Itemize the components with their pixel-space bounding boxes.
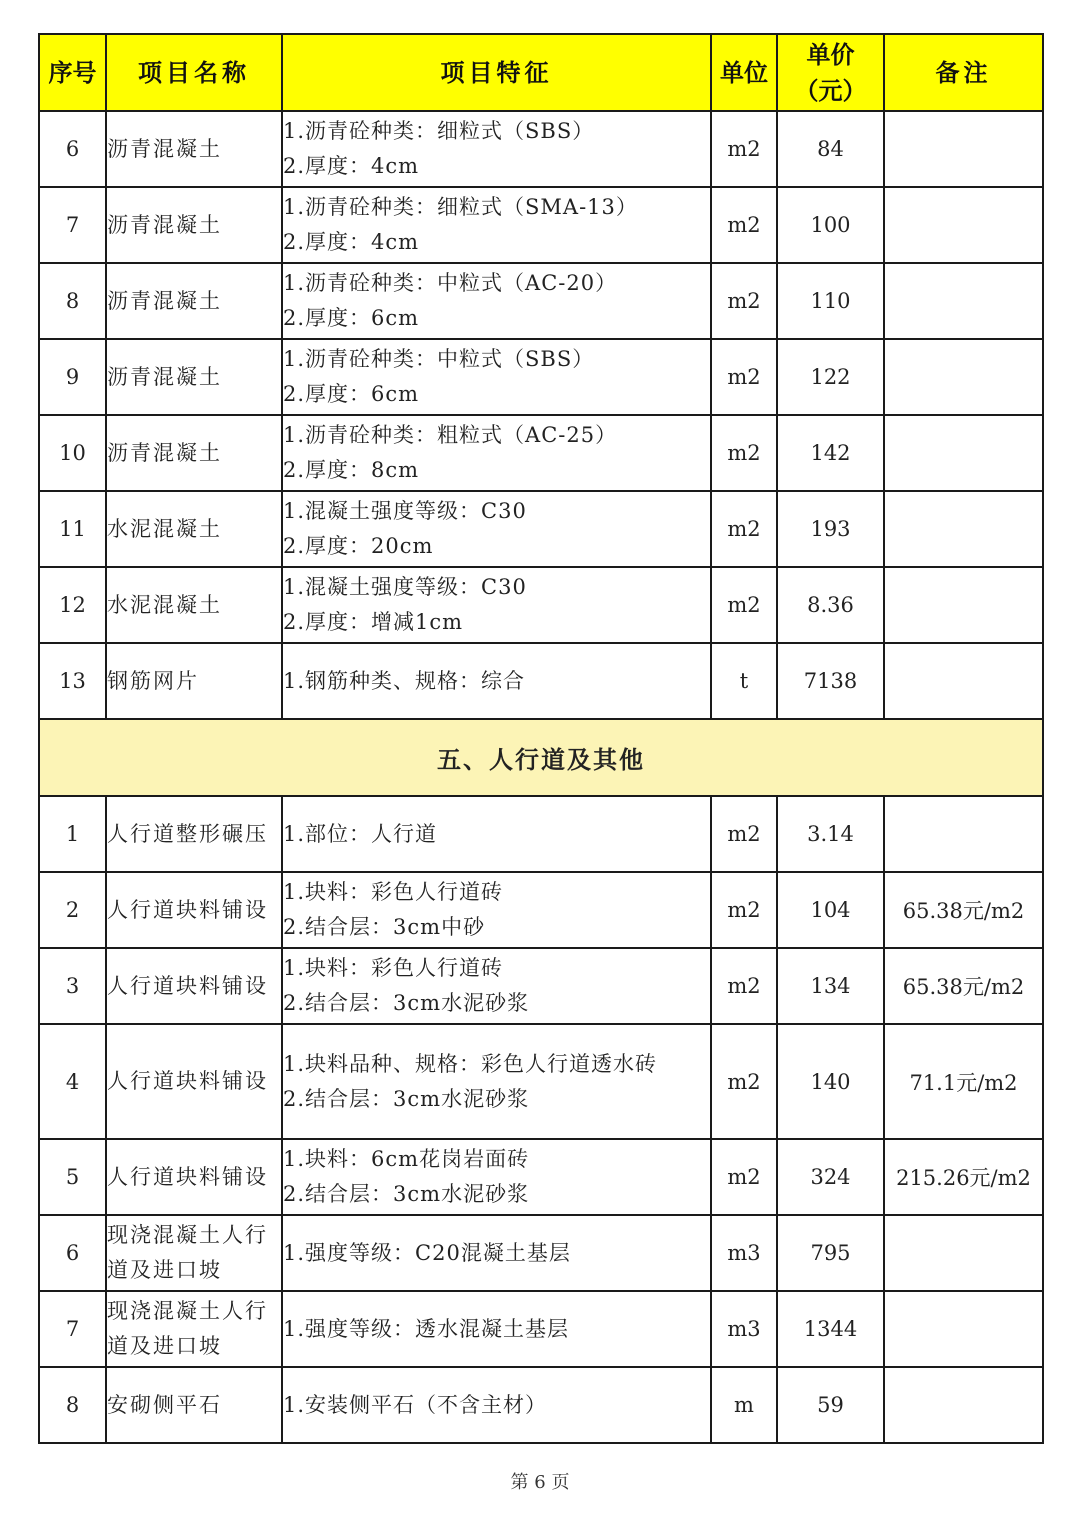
feature-line: 1.块料：6cm花岗岩面砖	[283, 1147, 530, 1171]
item-feature	[282, 1367, 711, 1443]
header-price-line2: （元）	[794, 75, 867, 105]
row-number: 9	[39, 339, 106, 415]
row-number: 13	[39, 643, 106, 719]
feature-line: 1.沥青砼种类：中粒式（AC-20）	[283, 271, 618, 295]
item-name: 安砌侧平石	[106, 1367, 282, 1443]
item-note	[884, 1291, 1043, 1367]
price-table	[38, 33, 1044, 1444]
table-body-section	[39, 719, 1043, 796]
item-note	[884, 491, 1043, 567]
item-unit: m2	[711, 948, 777, 1024]
row-number: 3	[39, 948, 106, 1024]
item-price: 1344	[777, 1291, 884, 1367]
section-title: 五、人行道及其他	[39, 719, 1043, 796]
row-number: 5	[39, 1139, 106, 1215]
item-unit: m2	[711, 1024, 777, 1139]
header-row	[39, 34, 1043, 111]
item-name: 人行道块料铺设	[106, 872, 282, 948]
item-unit: m2	[711, 187, 777, 263]
feature-line: 1.块料：彩色人行道砖	[283, 880, 504, 904]
item-note: 215.26元/m2	[884, 1139, 1043, 1215]
row-number: 8	[39, 1367, 106, 1443]
feature-line: 2.结合层：3cm水泥砂浆	[283, 1182, 530, 1206]
header-feature: 项目特征	[282, 34, 711, 111]
item-name: 钢筋网片	[106, 643, 282, 719]
feature-line: 2.结合层：3cm水泥砂浆	[283, 991, 530, 1015]
header-name: 项目名称	[106, 34, 282, 111]
feature-line: 2.厚度：6cm	[283, 306, 420, 330]
table-body-road	[39, 111, 1043, 719]
item-price: 104	[777, 872, 884, 948]
item-price: 795	[777, 1215, 884, 1291]
item-note	[884, 643, 1043, 719]
item-name: 人行道块料铺设	[106, 948, 282, 1024]
table-row	[39, 415, 1043, 491]
table-row	[39, 1024, 1043, 1139]
item-note	[884, 796, 1043, 872]
item-feature	[282, 1139, 711, 1215]
feature-line: 1.钢筋种类、规格：综合	[283, 668, 526, 693]
item-name: 现浇混凝土人行道及进口坡	[106, 1215, 282, 1291]
item-price: 324	[777, 1139, 884, 1215]
feature-line: 1.混凝土强度等级：C30	[283, 575, 527, 599]
item-name: 沥青混凝土	[106, 415, 282, 491]
header-price-line1: 单价	[806, 39, 855, 69]
section-row	[39, 719, 1043, 796]
feature-line: 1.沥青砼种类：粗粒式（AC-25）	[283, 423, 618, 447]
table-row	[39, 491, 1043, 567]
item-note	[884, 339, 1043, 415]
item-name: 沥青混凝土	[106, 187, 282, 263]
feature-line: 1.强度等级：透水混凝土基层	[283, 1316, 570, 1341]
item-name: 沥青混凝土	[106, 263, 282, 339]
feature-line: 1.沥青砼种类：中粒式（SBS）	[283, 347, 595, 371]
feature-line: 1.沥青砼种类：细粒式（SMA-13）	[283, 195, 638, 219]
row-number: 4	[39, 1024, 106, 1139]
table-row	[39, 187, 1043, 263]
item-note	[884, 187, 1043, 263]
item-price: 3.14	[777, 796, 884, 872]
item-feature	[282, 187, 711, 263]
item-feature	[282, 643, 711, 719]
header-no: 序号	[39, 34, 106, 111]
item-price: 193	[777, 491, 884, 567]
table-row	[39, 872, 1043, 948]
item-note: 65.38元/m2	[884, 948, 1043, 1024]
item-unit: m3	[711, 1291, 777, 1367]
item-note: 65.38元/m2	[884, 872, 1043, 948]
item-unit: m	[711, 1367, 777, 1443]
item-price: 100	[777, 187, 884, 263]
item-unit: m2	[711, 111, 777, 187]
item-note	[884, 1367, 1043, 1443]
row-number: 10	[39, 415, 106, 491]
item-price: 142	[777, 415, 884, 491]
item-feature	[282, 948, 711, 1024]
table-row	[39, 567, 1043, 643]
row-number: 11	[39, 491, 106, 567]
table-row	[39, 1367, 1043, 1443]
item-feature	[282, 567, 711, 643]
feature-line: 2.厚度：增减1cm	[283, 610, 464, 634]
item-feature	[282, 1024, 711, 1139]
feature-line: 2.厚度：6cm	[283, 382, 420, 406]
header-unit: 单位	[711, 34, 777, 111]
item-unit: m2	[711, 263, 777, 339]
item-feature	[282, 263, 711, 339]
item-price: 59	[777, 1367, 884, 1443]
item-price: 84	[777, 111, 884, 187]
item-price: 8.36	[777, 567, 884, 643]
item-note	[884, 111, 1043, 187]
item-unit: m2	[711, 872, 777, 948]
item-price: 122	[777, 339, 884, 415]
page-number: 第 6 页	[510, 1472, 570, 1493]
row-number: 6	[39, 111, 106, 187]
item-name: 水泥混凝土	[106, 567, 282, 643]
item-unit: m2	[711, 796, 777, 872]
header-price	[777, 34, 884, 111]
item-feature	[282, 111, 711, 187]
item-name: 人行道块料铺设	[106, 1139, 282, 1215]
item-unit: m2	[711, 415, 777, 491]
item-price: 134	[777, 948, 884, 1024]
item-name: 沥青混凝土	[106, 339, 282, 415]
feature-line: 1.安装侧平石（不含主材）	[283, 1392, 548, 1417]
item-unit: t	[711, 643, 777, 719]
item-price: 110	[777, 263, 884, 339]
row-number: 8	[39, 263, 106, 339]
header-note: 备注	[884, 34, 1043, 111]
table-row	[39, 339, 1043, 415]
table-row	[39, 1291, 1043, 1367]
item-feature	[282, 415, 711, 491]
row-number: 2	[39, 872, 106, 948]
item-price: 7138	[777, 643, 884, 719]
item-unit: m2	[711, 567, 777, 643]
item-feature	[282, 491, 711, 567]
feature-line: 1.沥青砼种类：细粒式（SBS）	[283, 119, 595, 143]
item-unit: m2	[711, 339, 777, 415]
item-name: 人行道块料铺设	[106, 1024, 282, 1139]
item-note	[884, 263, 1043, 339]
row-number: 12	[39, 567, 106, 643]
row-number: 1	[39, 796, 106, 872]
table-row	[39, 643, 1043, 719]
item-note	[884, 415, 1043, 491]
item-feature	[282, 339, 711, 415]
item-feature	[282, 1215, 711, 1291]
table-row	[39, 263, 1043, 339]
feature-line: 2.厚度：4cm	[283, 230, 420, 254]
item-feature	[282, 796, 711, 872]
feature-line: 1.块料品种、规格：彩色人行道透水砖	[283, 1051, 658, 1076]
table-row	[39, 948, 1043, 1024]
item-name: 人行道整形碾压	[106, 796, 282, 872]
feature-line: 2.结合层：3cm中砂	[283, 915, 486, 939]
item-name: 沥青混凝土	[106, 111, 282, 187]
item-feature	[282, 872, 711, 948]
item-note	[884, 567, 1043, 643]
item-unit: m3	[711, 1215, 777, 1291]
table-row	[39, 1139, 1043, 1215]
feature-line: 1.混凝土强度等级：C30	[283, 499, 527, 523]
item-note	[884, 1215, 1043, 1291]
row-number: 7	[39, 187, 106, 263]
table-row	[39, 111, 1043, 187]
feature-line: 1.块料：彩色人行道砖	[283, 956, 504, 980]
item-price: 140	[777, 1024, 884, 1139]
feature-line: 2.厚度：20cm	[283, 534, 434, 558]
row-number: 6	[39, 1215, 106, 1291]
item-name: 现浇混凝土人行道及进口坡	[106, 1291, 282, 1367]
item-unit: m2	[711, 491, 777, 567]
item-feature	[282, 1291, 711, 1367]
item-name: 水泥混凝土	[106, 491, 282, 567]
feature-line: 1.部位：人行道	[283, 821, 438, 846]
feature-line: 2.厚度：8cm	[283, 458, 420, 482]
feature-line: 2.结合层：3cm水泥砂浆	[283, 1086, 530, 1111]
item-unit: m2	[711, 1139, 777, 1215]
feature-line: 2.厚度：4cm	[283, 154, 420, 178]
feature-line: 1.强度等级：C20混凝土基层	[283, 1240, 571, 1265]
table-row	[39, 1215, 1043, 1291]
table-row	[39, 796, 1043, 872]
row-number: 7	[39, 1291, 106, 1367]
table-body-sidewalk	[39, 796, 1043, 1443]
item-note: 71.1元/m2	[884, 1024, 1043, 1139]
